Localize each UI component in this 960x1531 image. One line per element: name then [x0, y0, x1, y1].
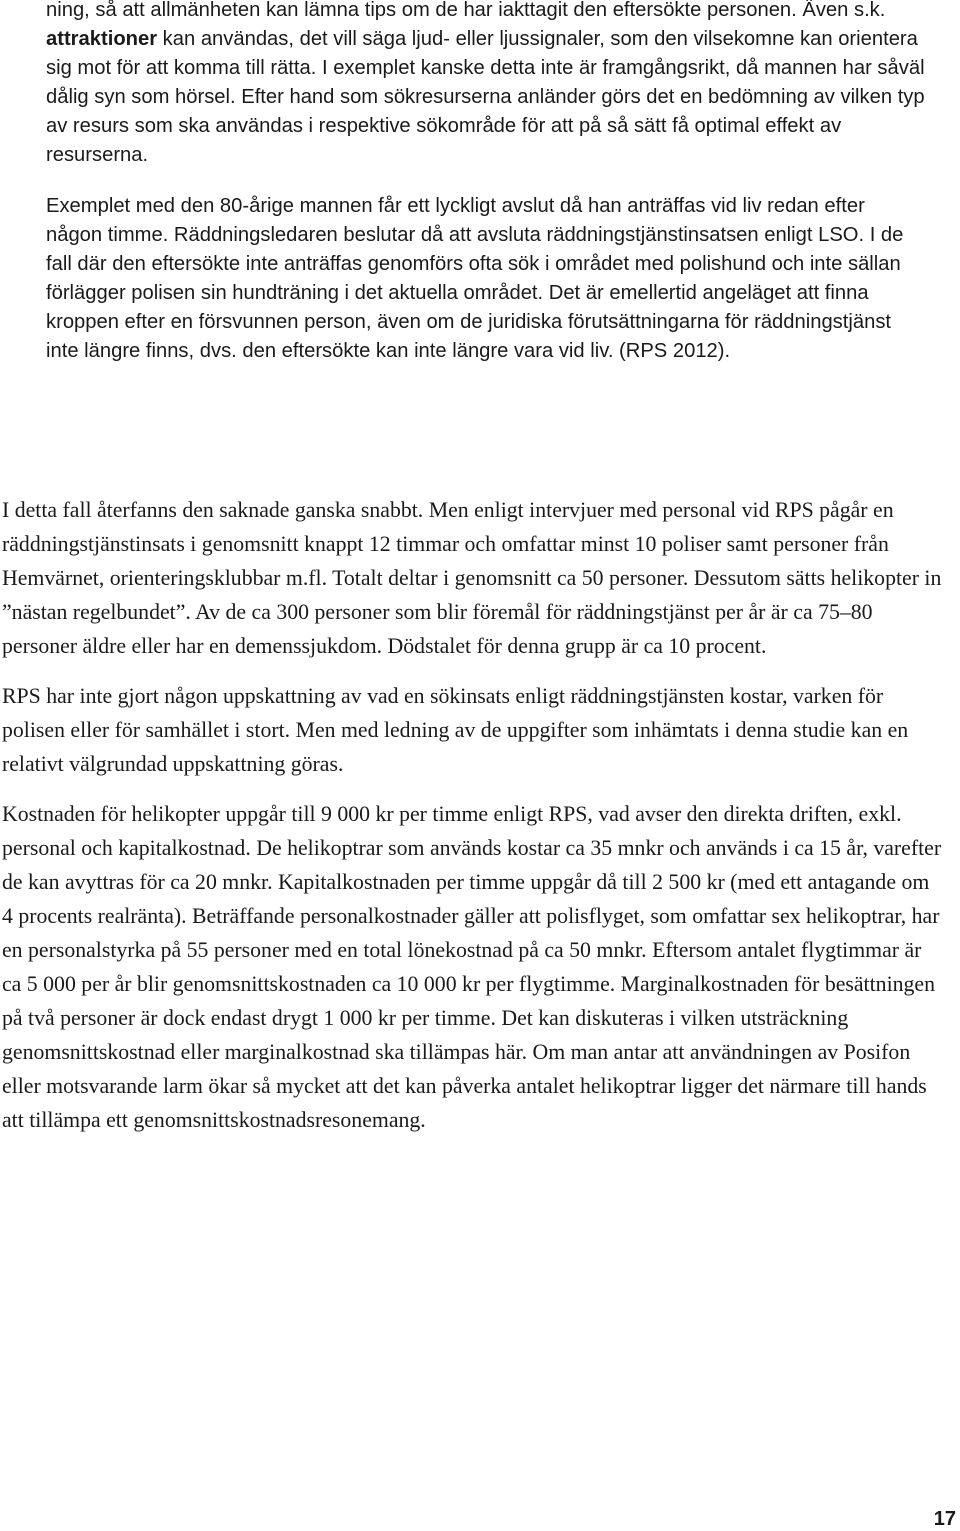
excerpt-paragraph-1 [46, 0, 926, 170]
body-paragraph-3: Kostnaden för helikopter uppgår till 9 000 kr per timme enligt RPS, vad avser den direkta driften, exkl. personal och kapitalkostnad. De helikoptrar som används kostar ca 35 mnkr och används i ca 15 år, varefter de kan avyttras för ca 20 mnkr. Kapitalkostnaden per timme uppgår då till 2 500 kr (med ett antagande om 4 procents realränta). Beträffande personalkostnader gäller att polisflyget, som omfattar sex helikoptrar, har en personalstyrka på 55 personer med en total lönekostnad på ca 50 mnkr. Eftersom antalet flygtimmar är ca 5 000 per år blir genomsnittskostnaden ca 10 000 kr per flygtimme. Marginalkostnaden för besättningen på två personer är dock endast drygt 1 000 kr per timme. Det kan diskuteras i vilken utsträckning genomsnittskostnad eller marginalkostnad ska tillämpas här. Om man antar att användningen av Posifon eller motsvarande larm ökar så mycket att det kan påverka antalet helikoptrar ligger det närmare till hands att tillämpa ett genomsnittskostnadsresonemang. [2, 802, 942, 1132]
excerpt-text: ning, så att allmänheten kan lämna tips om de har iakttagit den eftersökte personen. Även s.k. [46, 0, 886, 21]
main-text [2, 493, 942, 1137]
excerpt-paragraph-2: Exemplet med den 80-årige mannen får ett lyckligt avslut då han anträffas vid liv redan efter någon timme. Räddningsledaren beslutar då att avsluta räddningstjänstinsatsen enligt LSO. I de fall där den eftersökte inte anträffas genomförs ofta sök i området med polishund och inte sällan förlägger polisen sin hundträning i det aktuella området. Det är emellertid angeläget att finna kroppen efter en försvunnen person, även om de juridiska förutsättningarna för räddningstjänst inte längre finns, dvs. den eftersökte kan inte längre vara vid liv. (RPS 2012). [46, 195, 904, 362]
excerpt-bold-term: attraktioner [46, 28, 158, 50]
body-paragraph-2: RPS har inte gjort någon uppskattning av vad en sökinsats enligt räddningstjänsten kostar, varken för polisen eller för samhället i stort. Men med ledning av de uppgifter som inhämtats i denna studie kan en relativt välgrundad uppskattning göras. [2, 684, 909, 776]
body-paragraph-1: I detta fall återfanns den saknade ganska snabbt. Men enligt intervjuer med personal vid RPS pågår en räddningstjänstinsats i genomsnitt knappt 12 timmar och omfattar minst 10 poliser samt personer från Hemvärnet, orienteringsklubbar m.fl. Totalt deltar i genomsnitt ca 50 personer. Dessutom sätts helikopter in ”nästan regelbundet”. Av de ca 300 personer som blir föremål för räddningstjänst per år är ca 75–80 personer äldre eller har en demenssjukdom. Dödstalet för denna grupp är ca 10 procent. [2, 498, 942, 658]
page-number: 17 [933, 1508, 956, 1530]
example-excerpt [46, 0, 926, 366]
excerpt-text: kan användas, det vill säga ljud- eller ljussignaler, som den vilsekomne kan orientera sig mot för att komma till rätta. I exemplet kanske detta inte är framgångsrikt, då mannen har såväl dålig syn som hörsel. Efter hand som sökresurserna anländer görs det en bedömning av vilken typ av resurs som ska användas i respektive sökområde för att på så sätt få optimal effekt av resurserna. [46, 28, 925, 166]
